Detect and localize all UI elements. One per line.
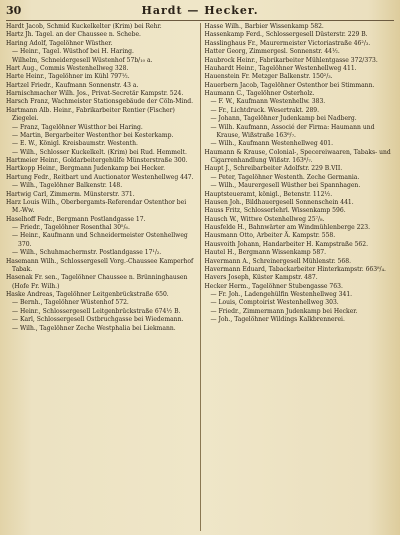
directory-entry: — Johann, Tagelöhner Judenkamp bei Nadberg. bbox=[210, 115, 357, 123]
directory-entry: Hausmann Otto, Arbeiter Ä. Kampstr. 558. bbox=[204, 232, 336, 240]
directory-entry: Harnischmacher Wilh. Jos., Privat-Secretär Kampstr. 524. bbox=[6, 90, 184, 97]
directory-entry: Hassenkamp Ferd., Schlossergesell Düsterstr. 229 B. bbox=[204, 31, 368, 39]
directory-entry: Hartung Fedr., Reitbart und Auctionator Westenhellweg 447. bbox=[6, 173, 194, 181]
directory-entry: — Franz, Tagelöhner Wüstthor bei Haring. bbox=[12, 123, 143, 131]
page-number: 30 bbox=[6, 4, 22, 17]
directory-entry: — Friedr., Zimmermann Judenkamp bei Hecker. bbox=[210, 307, 358, 315]
directory-entry: Hausfelde H., Bahnwärter am Windmühlenberge 223. bbox=[204, 224, 371, 231]
directory-entry: — F. W., Kaufmann Westenhellw. 383. bbox=[210, 98, 326, 106]
directory-entry: Harte Heinr., Tagelöhner im Kühl 797½. bbox=[6, 73, 130, 81]
directory-entry: Hatter Georg, Zimmergesl. Sonnenstr. 44½. bbox=[204, 48, 340, 56]
directory-entry: Hartwig Carl, Zimmerm. Münsterstr. 371. bbox=[6, 190, 135, 198]
directory-entry: Haselhoff Fedr., Bergmann Postlandgasse 17. bbox=[6, 215, 146, 223]
directory-entry: — Karl, Schlossergesell Ostbruchgasse bei Wiedemann. bbox=[12, 316, 184, 324]
directory-entry: — Bernh., Tagelöhner Wüstenhof 572. bbox=[12, 299, 129, 307]
directory-entry: Haumann & Krause, Colonial-, Specereiwaaren, Tabaks- und Cigarrenhandlung Wißstr. 163⁶/₇. bbox=[204, 148, 391, 164]
directory-entry: Hasemann Wilh., Schlossergesell Vorg.-Chaussee Kamperhof Tabak. bbox=[6, 257, 194, 273]
directory-entry: — Heinr., Kaufmann und Schneidermeister Ostenhellweg 370. bbox=[12, 232, 188, 248]
directory-entry: Haring Adolf, Tagelöhner Wüsther. bbox=[6, 39, 113, 47]
directory-entry: Wilhelm, Schneidergesell Wüstenhof 57b/₁₀ a. bbox=[12, 56, 153, 64]
directory-entry: Hartkopp Heinr., Bergmann Judenkamp bei Hecker. bbox=[6, 165, 166, 173]
directory-entry: Hauerbern Jacob, Tagelöhner Ostenthor bei Stimmann. bbox=[204, 81, 375, 89]
directory-entry: Harsch Franz, Wachmeister Stationsgebäude der Cöln-Mind. bbox=[6, 98, 194, 106]
directory-entry: Hartmeier Heinr., Goldarbeitergehülfe Münsterstraße 300. bbox=[6, 157, 188, 164]
directory-entry: — Wilh., Kaufmann Westenhellweg 401. bbox=[210, 140, 334, 148]
directory-entry: — Peter, Tagelöhner Westenth. Zeche Germania. bbox=[210, 173, 360, 181]
directory-entry: Haske Andreas, Tagelöhner Leitgenbrückstraße 650. bbox=[6, 291, 169, 298]
directory-entry: Hasse Wilh., Barbier Wissenkamp 582. bbox=[204, 23, 324, 30]
directory-entry: Hartzel Friedr., Kaufmann Sonnenstr. 43 a. bbox=[6, 81, 139, 89]
page-header bbox=[6, 4, 394, 21]
directory-entry: — Louis, Comptoirist Westenhellweg 303. bbox=[210, 299, 339, 307]
directory-entry: — Heinr., Schlossergesell Leitgenbrückstraße 674½ B. bbox=[12, 307, 181, 315]
directory-entry: — Wilh. Kaufmann, Associé der Firma: Haumann und Krause, Wißstraße 163⁶/₇. bbox=[210, 123, 375, 139]
directory-entry: Hauenstein Fr. Metzger Balkenstr. 150²/₃. bbox=[204, 73, 333, 81]
directory-entry: Harz Louis Wilh., Oberbergamts-Referendar Ostenthor bei M.-Ww. bbox=[6, 198, 187, 215]
directory-entry: Havermann Eduard, Tabackarbeiter Hinterkampstr. 663⁸/₄. bbox=[204, 265, 386, 273]
page-title: Hardt — Hecker. bbox=[141, 4, 259, 17]
directory-entry: Havermann A., Schreinergesell Mühlenstr. 568. bbox=[204, 257, 352, 265]
right-column bbox=[201, 23, 395, 531]
directory-entry: Haubrock Heinr., Fabrikarbeiter Mühlentgasse 372/373. bbox=[204, 56, 378, 64]
directory-entry: Havers Joseph, Küster Kampstr. 487. bbox=[204, 274, 318, 282]
directory-entry: Hausvoith Johann, Handarbeiter H. Kampstraße 562. bbox=[204, 240, 369, 248]
directory-entry: Hauss Fritz, Schlosserlehrl. Wissenkamp 596. bbox=[204, 207, 346, 215]
directory-entry: Hartmann Alb. Heinr., Fabrikarbeiter Rentier (Fischer) Ziegelei. bbox=[6, 106, 175, 123]
directory-entry: — Wilh., Tagelöhner Balkenstr. 148. bbox=[12, 182, 123, 190]
directory-entry: Hausen Joh., Bildhauergesell Sonnenschein 441. bbox=[204, 198, 354, 206]
directory-entry: Hausch W., Wittwe Ostenhellweg 25⁷/₈. bbox=[204, 215, 325, 223]
directory-entry: — Wilh., Schuhmachermstr. Postlandgasse 17¹/₂. bbox=[12, 249, 162, 257]
directory-entry: — Heinr., Tagel. Wüsthof bei H. Haring. bbox=[12, 48, 134, 56]
directory-columns bbox=[6, 23, 394, 531]
directory-entry: — Friedr., Tagelöhner Rosenthal 30⁵/₆. bbox=[12, 224, 130, 231]
directory-entry: — Wilh., Tagelöhner Zeche Westphalia bei Liekmann. bbox=[12, 324, 176, 332]
directory-entry: Hartz Jh. Tagel. an der Chaussee n. Schebe. bbox=[6, 31, 141, 39]
directory-entry: Haumann C., Tagelöhner Osterholz. bbox=[204, 90, 315, 97]
directory-entry: Hauhardt Heinr., Tagelöhner Westenhellweg 411. bbox=[204, 64, 357, 72]
directory-entry: Hasslinghaus Fr., Maurermeister Victoriastraße 46²/₃. bbox=[204, 39, 371, 47]
directory-entry: Hasenak Fr. sen., Tagelöhner Chaussee n. Brünninghausen (Hofe Fr. Wilh.) bbox=[6, 274, 188, 290]
directory-entry: — Fr. Joh., Ladengehülfin Westenhellweg 341. bbox=[210, 291, 353, 298]
directory-entry: — Martin, Bergarbeiter Westenthor bei Kesterkamp. bbox=[12, 131, 174, 139]
directory-entry: Hart Aug., Commis Westenhellweg 328. bbox=[6, 64, 129, 72]
left-column bbox=[6, 23, 201, 531]
directory-entry: — Wilh., Schlosser Kuckelkelt. (Krim) bei Rud. Hemmelt. bbox=[12, 148, 187, 156]
directory-entry: Hauptsteueramt, königl., Betenstr. 112½. bbox=[204, 190, 333, 198]
directory-entry: Hautel H., Bergmann Wissenkamp 587. bbox=[204, 249, 326, 257]
directory-entry: Haupt J., Schreibarbeiter Adolfstr. 229 B.VII. bbox=[204, 165, 343, 173]
directory-entry: — E. W., Königl. Kreisbaumstr. Westenth. bbox=[12, 140, 138, 148]
directory-entry: Hecker Herm., Tagelöhner Stubengasse 763. bbox=[204, 282, 343, 290]
directory-entry: — Joh., Tagelöhner Wildings Kalkbrennerei. bbox=[210, 316, 345, 324]
directory-entry: — Wilh., Maurergesell Wüsther bei Spannhagen. bbox=[210, 182, 361, 190]
directory-entry: — Fr., Lichtdruck. Wesertrakt. 289. bbox=[210, 106, 320, 114]
directory-entry: Hardt Jacob, Schmid Kuckelkelter (Krim) bei Rehr. bbox=[6, 23, 162, 30]
